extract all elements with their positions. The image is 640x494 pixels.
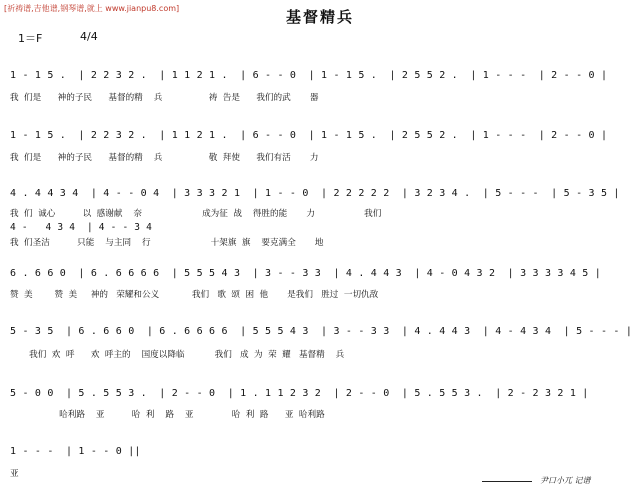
notation-row-2: 1 - 1 5 . | 2 2 3 2 . | 1 1 2 1 . | 6 - - 0 | 1 - 1 5 . | 2 5 5 2 . | 1 - - - | 2 - - 0 |: [10, 130, 608, 141]
notation-row-7: 1 - - - | 1 - - 0 ||: [10, 446, 141, 457]
transcriber-credit: 尹口小兀 记谱: [540, 476, 591, 485]
notation-row-3-alt: 4 - 4 3 4 | 4 - - 3 4: [10, 222, 153, 233]
lyrics-row-5: 我们 欢 呼 欢 呼主的 国度以降临 我们 成 为 荣 耀 基督精 兵: [10, 350, 345, 360]
notation-row-1: 1 - 1 5 . | 2 2 3 2 . | 1 1 2 1 . | 6 - - 0 | 1 - 1 5 . | 2 5 5 2 . | 1 - - - | 2 - - 0 |: [10, 70, 608, 81]
lyrics-row-3a: 我 们 诚心 以 感谢献 奈 成为征 战 得胜的能 力 我们: [10, 209, 382, 219]
time-signature: 4/4: [80, 30, 98, 43]
lyrics-row-1: 我 们是 神的子民 基督的精 兵 祷 告是 我们的武 器: [10, 93, 319, 103]
song-title: 基督精兵: [285, 8, 354, 26]
lyrics-row-2: 我 们是 神的子民 基督的精 兵 敬 拜使 我们有活 力: [10, 153, 319, 163]
lyrics-row-4: 赞 美 赞 美 神的 荣耀和公义 我们 歌 颂 困 他 是我们 胜过 一切仇敌: [10, 290, 379, 300]
notation-row-5: 5 - 3 5 | 6 . 6 6 0 | 6 . 6 6 6 6 | 5 5 5 4 3 | 3 - - 3 3 | 4 . 4 4 3 | 4 - 4 3 4 | 5 - - - |: [10, 326, 633, 337]
notation-row-6: 5 - 0 0 | 5 . 5 5 3 . | 2 - - 0 | 1 . 1 1 2 3 2 | 2 - - 0 | 5 . 5 5 3 . | 2 - 2 3 2 1 |: [10, 388, 589, 399]
key-signature: 1＝F: [18, 32, 43, 45]
notation-row-4: 6 . 6 6 0 | 6 . 6 6 6 6 | 5 5 5 4 3 | 3 - - 3 3 | 4 . 4 4 3 | 4 - 0 4 3 2 | 3 3 3 3 4 5 |: [10, 268, 601, 279]
lyrics-row-7: 亚: [10, 469, 19, 479]
notation-row-3: 4 . 4 4 3 4 | 4 - - 0 4 | 3 3 3 2 1 | 1 - - 0 | 2 2 2 2 2 | 3 2 3 4 . | 5 - - - | 5 - 3 5 |: [10, 188, 620, 199]
lyrics-row-3b: 我 们圣洁 只能 与主同 行 十架旗 旗 要克满全 地: [10, 238, 324, 248]
lyrics-row-6: 哈利路 亚 哈 利 路 亚 哈 利 路 亚 哈利路: [10, 410, 325, 420]
credit-divider: [482, 481, 532, 482]
header-note: [祈祷谱,吉他谱,钢琴谱,就上 www.jianpu8.com]: [4, 4, 180, 13]
